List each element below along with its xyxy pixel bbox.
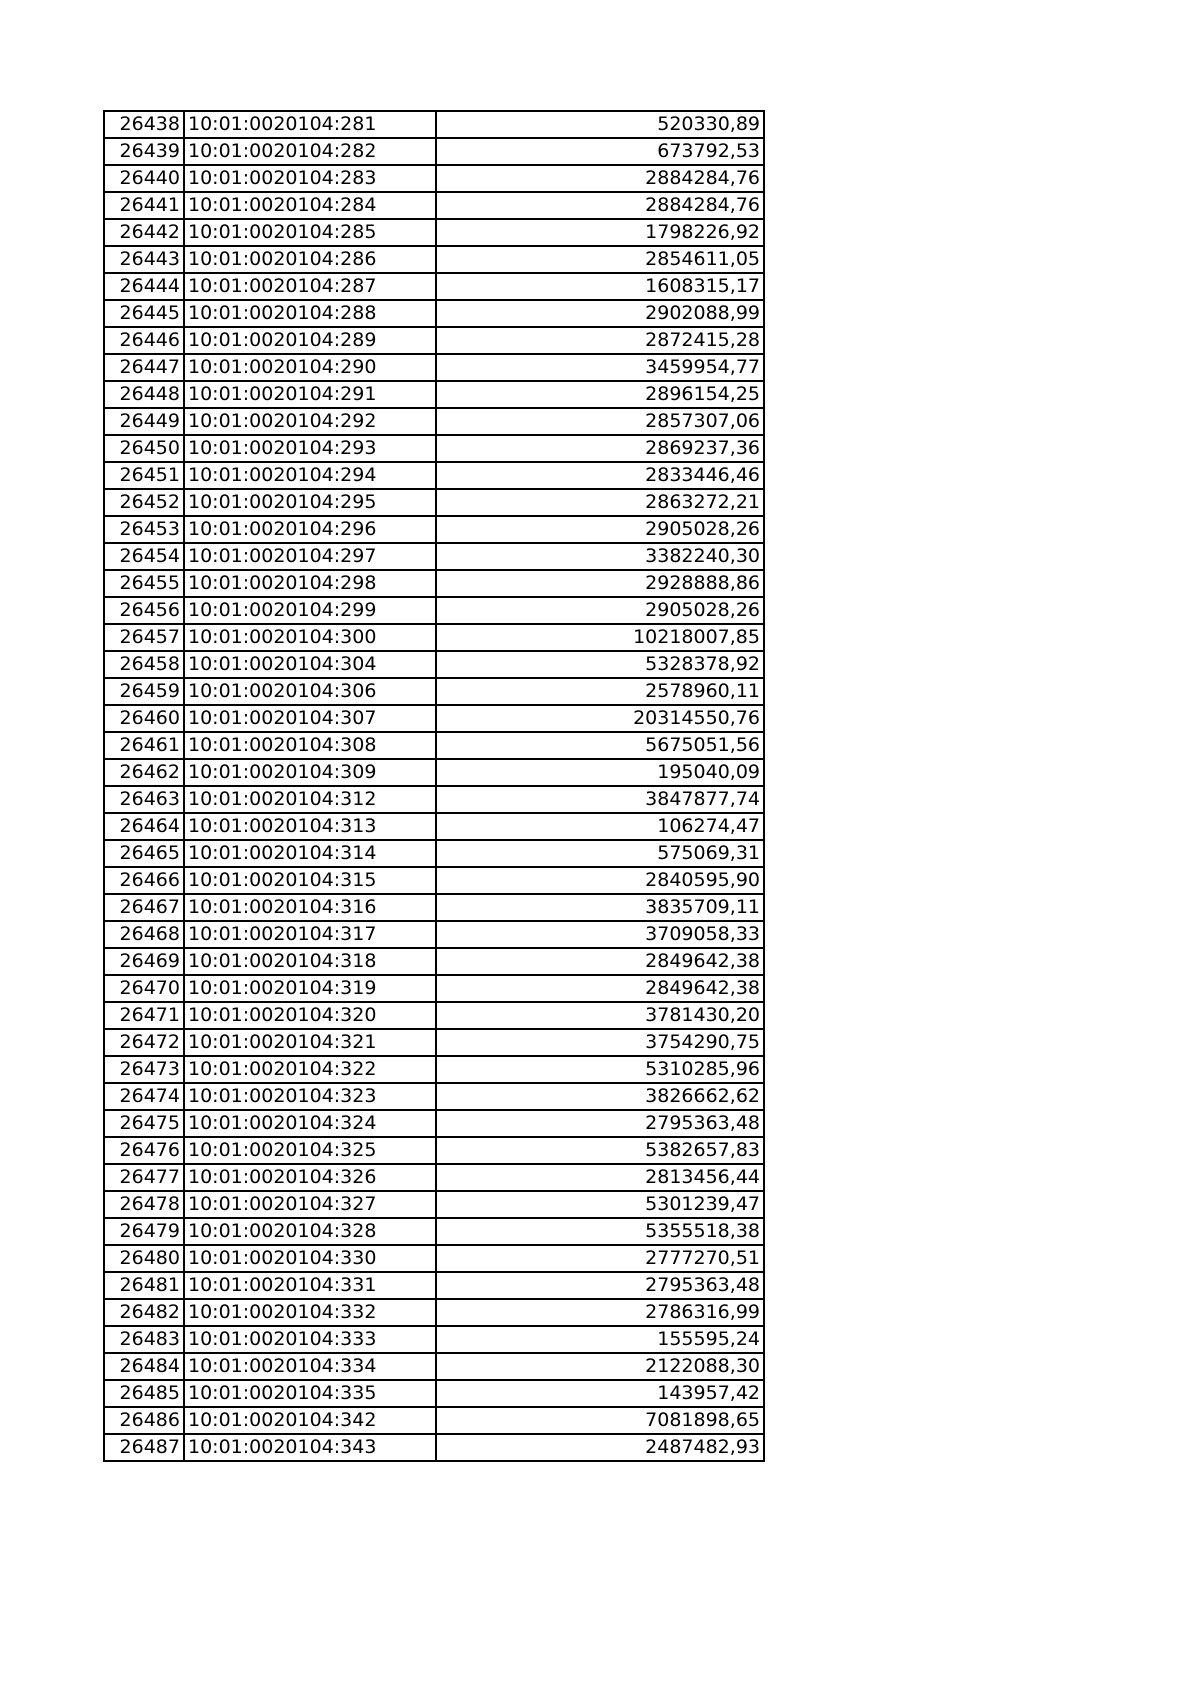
cadastral-number-cell: 10:01:0020104:298 — [184, 570, 436, 597]
value-cell: 7081898,65 — [436, 1407, 764, 1434]
cadastral-number-cell: 10:01:0020104:327 — [184, 1191, 436, 1218]
row-number-cell: 26452 — [104, 489, 184, 516]
table-row — [104, 462, 764, 489]
row-number-cell: 26454 — [104, 543, 184, 570]
table-row — [104, 1164, 764, 1191]
table-row — [104, 1002, 764, 1029]
cadastral-number-cell: 10:01:0020104:297 — [184, 543, 436, 570]
table-row — [104, 1299, 764, 1326]
row-number-cell: 26470 — [104, 975, 184, 1002]
value-cell: 2928888,86 — [436, 570, 764, 597]
row-number-cell: 26443 — [104, 246, 184, 273]
row-number-cell: 26446 — [104, 327, 184, 354]
value-cell: 2857307,06 — [436, 408, 764, 435]
value-cell: 2902088,99 — [436, 300, 764, 327]
row-number-cell: 26442 — [104, 219, 184, 246]
table-row — [104, 597, 764, 624]
row-number-cell: 26447 — [104, 354, 184, 381]
row-number-cell: 26478 — [104, 1191, 184, 1218]
value-cell: 673792,53 — [436, 138, 764, 165]
table-row — [104, 1137, 764, 1164]
table-row — [104, 678, 764, 705]
table-row — [104, 948, 764, 975]
row-number-cell: 26466 — [104, 867, 184, 894]
row-number-cell: 26464 — [104, 813, 184, 840]
value-cell: 5310285,96 — [436, 1056, 764, 1083]
row-number-cell: 26484 — [104, 1353, 184, 1380]
table-row — [104, 516, 764, 543]
value-cell: 2872415,28 — [436, 327, 764, 354]
cadastral-number-cell: 10:01:0020104:292 — [184, 408, 436, 435]
table-row — [104, 921, 764, 948]
value-cell: 2777270,51 — [436, 1245, 764, 1272]
cadastral-number-cell: 10:01:0020104:282 — [184, 138, 436, 165]
row-number-cell: 26459 — [104, 678, 184, 705]
cadastral-number-cell: 10:01:0020104:318 — [184, 948, 436, 975]
row-number-cell: 26462 — [104, 759, 184, 786]
cadastral-number-cell: 10:01:0020104:290 — [184, 354, 436, 381]
value-cell: 195040,09 — [436, 759, 764, 786]
row-number-cell: 26485 — [104, 1380, 184, 1407]
cadastral-number-cell: 10:01:0020104:321 — [184, 1029, 436, 1056]
value-cell: 3781430,20 — [436, 1002, 764, 1029]
row-number-cell: 26474 — [104, 1083, 184, 1110]
table-row — [104, 1326, 764, 1353]
table-row — [104, 219, 764, 246]
row-number-cell: 26455 — [104, 570, 184, 597]
value-cell: 3826662,62 — [436, 1083, 764, 1110]
table-row — [104, 1083, 764, 1110]
cadastral-number-cell: 10:01:0020104:312 — [184, 786, 436, 813]
cadastral-number-cell: 10:01:0020104:295 — [184, 489, 436, 516]
cadastral-number-cell: 10:01:0020104:296 — [184, 516, 436, 543]
cadastral-number-cell: 10:01:0020104:281 — [184, 111, 436, 138]
row-number-cell: 26467 — [104, 894, 184, 921]
value-cell: 2813456,44 — [436, 1164, 764, 1191]
table-row — [104, 489, 764, 516]
row-number-cell: 26438 — [104, 111, 184, 138]
cadastral-number-cell: 10:01:0020104:283 — [184, 165, 436, 192]
value-cell: 3382240,30 — [436, 543, 764, 570]
value-cell: 2905028,26 — [436, 597, 764, 624]
table-row — [104, 1407, 764, 1434]
row-number-cell: 26469 — [104, 948, 184, 975]
table-row — [104, 1110, 764, 1137]
table-row — [104, 975, 764, 1002]
table-row — [104, 759, 764, 786]
cadastral-number-cell: 10:01:0020104:307 — [184, 705, 436, 732]
value-cell: 2487482,93 — [436, 1434, 764, 1461]
cadastral-number-cell: 10:01:0020104:328 — [184, 1218, 436, 1245]
cadastral-number-cell: 10:01:0020104:308 — [184, 732, 436, 759]
value-cell: 2578960,11 — [436, 678, 764, 705]
value-cell: 575069,31 — [436, 840, 764, 867]
cadastral-number-cell: 10:01:0020104:324 — [184, 1110, 436, 1137]
table-row — [104, 1191, 764, 1218]
cadastral-number-cell: 10:01:0020104:316 — [184, 894, 436, 921]
value-cell: 5328378,92 — [436, 651, 764, 678]
table-row — [104, 381, 764, 408]
table-row — [104, 651, 764, 678]
value-cell: 3835709,11 — [436, 894, 764, 921]
table-row — [104, 1353, 764, 1380]
value-cell: 2896154,25 — [436, 381, 764, 408]
table-row — [104, 840, 764, 867]
value-cell: 3709058,33 — [436, 921, 764, 948]
cadastral-number-cell: 10:01:0020104:334 — [184, 1353, 436, 1380]
table-row — [104, 246, 764, 273]
cadastral-number-cell: 10:01:0020104:323 — [184, 1083, 436, 1110]
table-row — [104, 1218, 764, 1245]
row-number-cell: 26475 — [104, 1110, 184, 1137]
row-number-cell: 26451 — [104, 462, 184, 489]
row-number-cell: 26461 — [104, 732, 184, 759]
value-cell: 3754290,75 — [436, 1029, 764, 1056]
cadastral-number-cell: 10:01:0020104:330 — [184, 1245, 436, 1272]
table-row — [104, 1272, 764, 1299]
row-number-cell: 26444 — [104, 273, 184, 300]
table-row — [104, 1434, 764, 1461]
table-row — [104, 354, 764, 381]
cadastral-number-cell: 10:01:0020104:342 — [184, 1407, 436, 1434]
value-cell: 2905028,26 — [436, 516, 764, 543]
table-row — [104, 624, 764, 651]
value-cell: 1798226,92 — [436, 219, 764, 246]
cadastral-number-cell: 10:01:0020104:332 — [184, 1299, 436, 1326]
row-number-cell: 26486 — [104, 1407, 184, 1434]
table-row — [104, 894, 764, 921]
table-row — [104, 1380, 764, 1407]
row-number-cell: 26476 — [104, 1137, 184, 1164]
row-number-cell: 26482 — [104, 1299, 184, 1326]
table-row — [104, 327, 764, 354]
row-number-cell: 26471 — [104, 1002, 184, 1029]
cadastral-number-cell: 10:01:0020104:331 — [184, 1272, 436, 1299]
row-number-cell: 26440 — [104, 165, 184, 192]
cadastral-number-cell: 10:01:0020104:289 — [184, 327, 436, 354]
value-cell: 2884284,76 — [436, 165, 764, 192]
cadastral-number-cell: 10:01:0020104:319 — [184, 975, 436, 1002]
value-cell: 143957,42 — [436, 1380, 764, 1407]
row-number-cell: 26448 — [104, 381, 184, 408]
cadastral-number-cell: 10:01:0020104:320 — [184, 1002, 436, 1029]
table-row — [104, 435, 764, 462]
table-row — [104, 570, 764, 597]
row-number-cell: 26449 — [104, 408, 184, 435]
table-row — [104, 813, 764, 840]
cadastral-number-cell: 10:01:0020104:325 — [184, 1137, 436, 1164]
cadastral-number-cell: 10:01:0020104:286 — [184, 246, 436, 273]
cadastral-number-cell: 10:01:0020104:294 — [184, 462, 436, 489]
cadastral-number-cell: 10:01:0020104:333 — [184, 1326, 436, 1353]
cadastral-number-cell: 10:01:0020104:285 — [184, 219, 436, 246]
cadastral-number-cell: 10:01:0020104:315 — [184, 867, 436, 894]
table-body — [104, 111, 764, 1461]
value-cell: 155595,24 — [436, 1326, 764, 1353]
row-number-cell: 26472 — [104, 1029, 184, 1056]
value-cell: 5382657,83 — [436, 1137, 764, 1164]
value-cell: 5301239,47 — [436, 1191, 764, 1218]
cadastral-number-cell: 10:01:0020104:322 — [184, 1056, 436, 1083]
table-row — [104, 408, 764, 435]
cadastral-number-cell: 10:01:0020104:335 — [184, 1380, 436, 1407]
table-row — [104, 138, 764, 165]
value-cell: 2840595,90 — [436, 867, 764, 894]
cadastral-number-cell: 10:01:0020104:309 — [184, 759, 436, 786]
row-number-cell: 26483 — [104, 1326, 184, 1353]
value-cell: 520330,89 — [436, 111, 764, 138]
row-number-cell: 26480 — [104, 1245, 184, 1272]
cadastral-number-cell: 10:01:0020104:291 — [184, 381, 436, 408]
table-row — [104, 192, 764, 219]
row-number-cell: 26473 — [104, 1056, 184, 1083]
row-number-cell: 26457 — [104, 624, 184, 651]
table-row — [104, 543, 764, 570]
value-cell: 2849642,38 — [436, 975, 764, 1002]
value-cell: 5675051,56 — [436, 732, 764, 759]
value-cell: 5355518,38 — [436, 1218, 764, 1245]
table-row — [104, 1029, 764, 1056]
cadastral-number-cell: 10:01:0020104:293 — [184, 435, 436, 462]
cadastral-number-cell: 10:01:0020104:284 — [184, 192, 436, 219]
cadastral-value-table — [103, 110, 765, 1462]
value-cell: 2869237,36 — [436, 435, 764, 462]
row-number-cell: 26445 — [104, 300, 184, 327]
table-row — [104, 1245, 764, 1272]
value-cell: 10218007,85 — [436, 624, 764, 651]
value-cell: 20314550,76 — [436, 705, 764, 732]
cadastral-number-cell: 10:01:0020104:306 — [184, 678, 436, 705]
row-number-cell: 26453 — [104, 516, 184, 543]
value-cell: 3847877,74 — [436, 786, 764, 813]
value-cell: 2786316,99 — [436, 1299, 764, 1326]
cadastral-number-cell: 10:01:0020104:288 — [184, 300, 436, 327]
table-row — [104, 732, 764, 759]
cadastral-number-cell: 10:01:0020104:343 — [184, 1434, 436, 1461]
table-row — [104, 867, 764, 894]
row-number-cell: 26479 — [104, 1218, 184, 1245]
value-cell: 3459954,77 — [436, 354, 764, 381]
row-number-cell: 26481 — [104, 1272, 184, 1299]
value-cell: 2833446,46 — [436, 462, 764, 489]
row-number-cell: 26468 — [104, 921, 184, 948]
value-cell: 2863272,21 — [436, 489, 764, 516]
table-row — [104, 165, 764, 192]
row-number-cell: 26487 — [104, 1434, 184, 1461]
cadastral-number-cell: 10:01:0020104:299 — [184, 597, 436, 624]
cadastral-number-cell: 10:01:0020104:287 — [184, 273, 436, 300]
value-cell: 2884284,76 — [436, 192, 764, 219]
row-number-cell: 26450 — [104, 435, 184, 462]
row-number-cell: 26456 — [104, 597, 184, 624]
table-row — [104, 273, 764, 300]
value-cell: 2849642,38 — [436, 948, 764, 975]
row-number-cell: 26477 — [104, 1164, 184, 1191]
value-cell: 1608315,17 — [436, 273, 764, 300]
row-number-cell: 26465 — [104, 840, 184, 867]
cadastral-number-cell: 10:01:0020104:326 — [184, 1164, 436, 1191]
value-cell: 2122088,30 — [436, 1353, 764, 1380]
cadastral-number-cell: 10:01:0020104:317 — [184, 921, 436, 948]
cadastral-number-cell: 10:01:0020104:314 — [184, 840, 436, 867]
table-row — [104, 300, 764, 327]
value-cell: 106274,47 — [436, 813, 764, 840]
row-number-cell: 26441 — [104, 192, 184, 219]
row-number-cell: 26463 — [104, 786, 184, 813]
value-cell: 2795363,48 — [436, 1272, 764, 1299]
table-row — [104, 705, 764, 732]
table-row — [104, 1056, 764, 1083]
row-number-cell: 26460 — [104, 705, 184, 732]
row-number-cell: 26439 — [104, 138, 184, 165]
value-cell: 2795363,48 — [436, 1110, 764, 1137]
cadastral-number-cell: 10:01:0020104:313 — [184, 813, 436, 840]
value-cell: 2854611,05 — [436, 246, 764, 273]
cadastral-number-cell: 10:01:0020104:300 — [184, 624, 436, 651]
table-row — [104, 786, 764, 813]
cadastral-number-cell: 10:01:0020104:304 — [184, 651, 436, 678]
table-row — [104, 111, 764, 138]
row-number-cell: 26458 — [104, 651, 184, 678]
